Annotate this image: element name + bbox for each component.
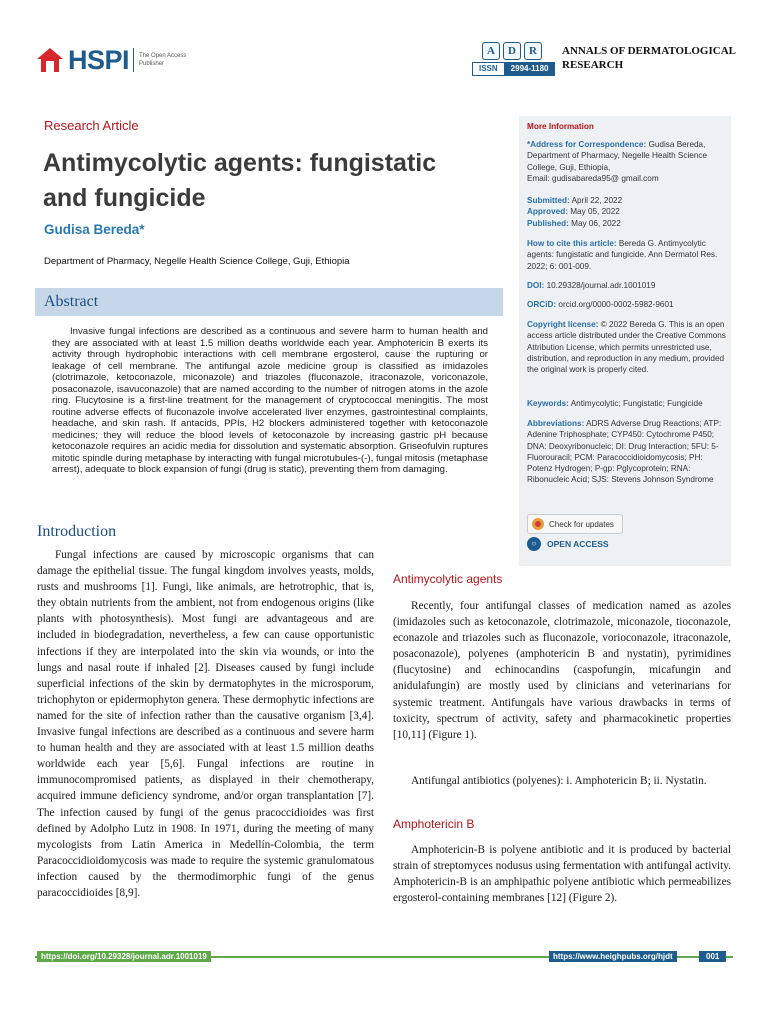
submitted-date: April 22, 2022 [571,196,623,205]
correspondence-label: *Address for Correspondence: [527,140,647,149]
logo-text: HSPI [68,44,130,75]
journal-badge: A [482,42,500,60]
polyenes-paragraph: Antifungal antibiotics (polyenes): i. Amphotericin B; ii. Nystatin. [411,775,707,787]
article-title: Antimycolytic agents: fungistatic and fungicide [43,149,437,212]
correspondence-block [527,139,727,184]
footer-site-link[interactable]: https://www.heighpubs.org/hjdt [549,951,677,962]
abstract-heading-bar [35,288,503,316]
amphotericin-paragraph: Amphotericin-B is polyene antibiotic and it is produced by bacterial strain of streptomyces nodusus using fermentation with antifungal activity. Amphotericin-B is an amphipathic polyene antibiotic which permeabilizes ergosterol-containing membranes [12] (Figure 2). [393,844,731,905]
abbreviations-block [527,418,727,486]
footer-doi-link[interactable]: https://doi.org/10.29328/journal.adr.1001019 [37,951,211,962]
check-updates-button[interactable] [527,514,623,534]
keywords-text: Antimycolytic; Fungistatic; Fungicide [570,399,703,408]
copyright-block [527,319,727,375]
doi-label: DOI: [527,281,545,290]
correspondence-text: Gudisa Bereda, Department of Pharmacy, Negelle Health Science College, Guji, Ethiopia, [527,140,708,172]
open-access-icon: ○ [527,537,541,551]
issn-label: ISSN [472,62,505,76]
issn-number: 2994-1180 [505,62,555,76]
check-updates-label: Check for updates [549,519,614,529]
introduction-heading: Introduction [37,523,117,540]
doi-link[interactable]: 10.29328/journal.adr.1001019 [546,281,656,290]
logo-tagline: The Open Access Publisher [139,53,187,67]
publisher-logo [36,44,199,76]
sidebar-heading: More Information [527,122,594,131]
published-date: May 06, 2022 [571,218,621,228]
approved-label: Approved: [527,207,568,217]
open-access-badge [527,537,609,551]
cite-text: Bereda G. Antimycolytic agents: fungistatic and fungicide. Ann Dermatol Res. 2022; 6: 001-009. [527,239,718,271]
hspi-logo-icon [36,47,64,73]
page-number: 001 [699,951,726,962]
abbreviations-text: ADRS Adverse Drug Reactions; ATP: Adenine Triphosphate; CYP450: Cytochrome P450; DNA: Deoxyribonucleic; DI: Drug Interaction; 5FU: 5-Fluorouracil; PCM: Paracoccidioidomycosis; PH: Potenz Hydrogen; P-gp: Pglycoprotein; RNA: Ribonucleic Acid; SJS: Stevens Johnson Syndrome [527,419,722,485]
doi-block [527,280,727,291]
journal-badges [482,42,542,60]
copyright-text: © 2022 Bereda G. This is an open access article distributed under the Creative Commons Attribution License, which permits unrestricted use, distribution, and reproduction in any medium, provided the original work is properly cited. [527,320,726,375]
antimycolytic-paragraph: Recently, four antifungal classes of medication named as azoles (imidazoles such as ketoconazole, clotrimazole, miconazole, tioconazole, econazole and triazoles such as fluconazole, vorioconazole, itraconazole, posaconazole), polyenes (amphotericin B and nystatin), pyrimidines (flucytosine) and echinocandins (caspofungin, micafungin and anidulafungin) are mostly used by clinicians and veterinarians for systemic treatment. Antifungals have various drawbacks in terms of toxicity, spectrum of activity, safety and pharmacokinetic properties [10,11] (Figure 1). [393,600,731,741]
issn-box [472,62,555,76]
orcid-link[interactable]: orcid.org/0000-0002-5982-9601 [558,300,674,309]
journal-name: ANNALS OF DERMATOLOGICAL RESEARCH [562,45,736,71]
citation-block [527,238,727,272]
keywords-block [527,398,727,409]
abstract-heading: Abstract [44,293,99,310]
keywords-label: Keywords: [527,399,569,408]
cite-label: How to cite this article: [527,239,617,248]
published-label: Published: [527,218,569,228]
dates-block [527,195,727,229]
orcid-block [527,299,727,310]
author-name[interactable]: Gudisa Bereda* [44,222,145,237]
orcid-label: ORCiD: [527,300,557,309]
submitted-label: Submitted: [527,196,570,205]
author-affiliation: Department of Pharmacy, Negelle Health Science College, Guji, Ethiopia [44,256,350,267]
copyright-label: Copyright license: [527,320,599,329]
open-access-label: OPEN ACCESS [547,539,609,549]
correspondence-email[interactable]: Email: gudisabareda95@ gmail.com [527,173,659,183]
abstract-text: Invasive fungal infections are described as a continuous and severe harm to human health and they are associated with at least 1.5 million deaths worldwide each year. Amphotericin B exerts its activity through hydrophobic interactions with cell membrane ergosterol, cause the rupturing or leakage of cell membrane. The antifungal azole medicine group is classified as imidazoles (clotrimazole, ketoconazole, miconazole) and triazoles (fluconazole, itraconazole, voriconazole, posaconazole, isavuconazole) that are named according to the number of nitrogen atoms in the azole ring. Flucytosine is a first-line treatment for the management of cryptococcal meningitis. The most routine adverse effects of fluconazole involve accelerated liver enzymes, gastrointestinal complaints, headache, and skin rash. If antacids, PPIs, H2 blockers administered together with ketoconazole medicines; they will reduce the blood levels of ketoconazole by increasing gastric pH because ketoconazole requires an acidic media for dissolution and systematic absorption. Griseofulvin ruptures mitotic spindle during metaphase by interacting with fungal microtubules-(-), fungal mitosis (metaphase arrest), adequate to block expansion of fungi (drug is static), preventing them from damaging. [52,326,488,475]
approved-date: May 05, 2022 [570,207,620,217]
introduction-text: Fungal infections are caused by microscopic organisms that can damage the epithelial tissue. The fungal kingdom involves yeasts, molds, rusts and mushrooms [1]. Fungi, like animals, are hetrotrophic, that is, they obtain nutrients from the ambient, not from endogenous origins (like plants with photosynthesis). Most fungi are advantageous and are included in biodegradation, nevertheless, a few can cause opportunistic infections if they are interpolated into the skin via wounds, or into the lungs and nasal route if inhaled [2]. Diseases caused by fungi include superficial infections of the skin by dermatophytes in the microsporum, trichophyton or epidermophyton genera. These dermophytic infections are named for the site of infection rather than the causative organism [3,4]. Invasive fungal infections are described as a continuous and severe harm to human health and they are associated with at least 1.5 million deaths worldwide each year [5,6]. Fungal infections are routine in immunocompromised patients, as displayed in their chemotherapy, acquired immune deficiency syndrome, and/or organ transplantation [7]. The infection caused by fungi of the genus pracoccidioides was first defined by Adolpho Lutz in 1908. In 1971, during the meeting of many mycologists from Latin America in Medellín-Colombia, the term Paracoccidioidomycosis was made to require the systemic granulomatous infection caused by the thermodimorphic fungi of the genus paracoccidioides [8,9]. [37,549,374,899]
antimycolytic-heading: Antimycolytic agents [393,572,503,586]
abbreviations-label: Abbreviations: [527,419,585,428]
amphotericin-heading: Amphotericin B [393,817,475,831]
journal-badge: R [524,42,542,60]
article-type: Research Article [44,118,139,133]
crossmark-icon [532,518,544,530]
journal-badge: D [503,42,521,60]
